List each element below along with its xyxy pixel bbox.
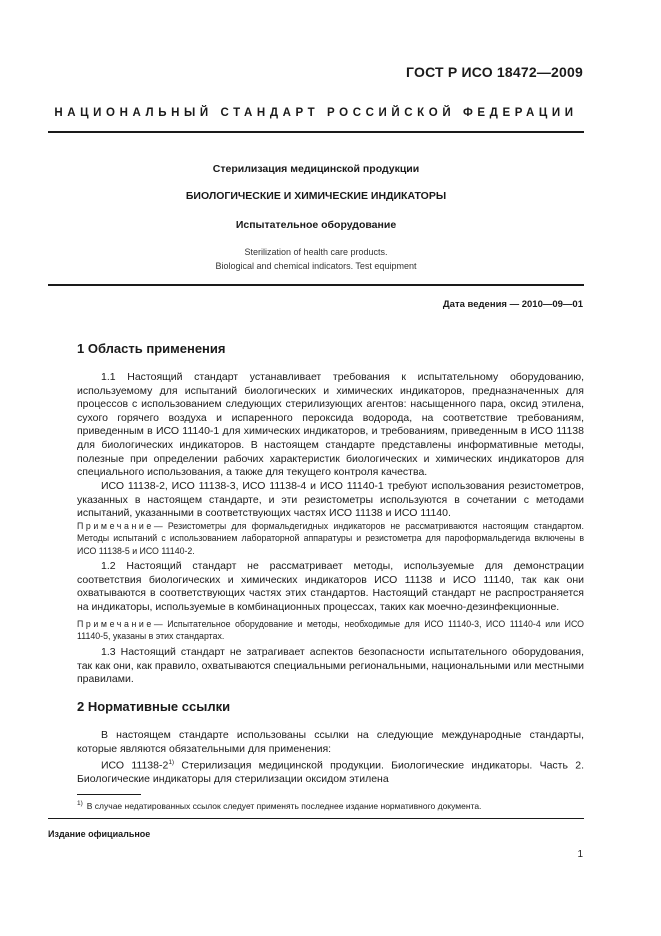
title-line-3: Испытательное оборудование: [235, 219, 397, 231]
footnote-text: В случае недатированных ссылок следует применять последнее издание нормативного документа.: [86, 800, 482, 811]
paragraph-1-1-b-text: ИСО 11138-2, ИСО 11138-3, ИСО 11138-4 и ИСО 11140-1 требуют использования резистометров, указанных в настоящем стандарте, и эти резистометры используются в сочетании с методами испытаний, указанными в соответствующих частях ИСО 11138 и ИСО 11140.: [77, 480, 584, 520]
english-title-2: Biological and chemical indicators. Test equipment: [215, 261, 417, 271]
reference-title: Стерилизация медицинской продукции. Биологические индикаторы. Часть 2. Биологические индикаторы для стерилизации оксидом этилена: [77, 759, 584, 786]
paragraph-1-3: [77, 646, 584, 687]
title-line-2: БИОЛОГИЧЕСКИЕ И ХИМИЧЕСКИЕ ИНДИКАТОРЫ: [185, 190, 447, 202]
note-1-label: Примечание: [77, 521, 154, 531]
effective-date: Дата ведения — 2010—09—01: [442, 299, 583, 310]
paragraph-2-intro: [77, 729, 584, 756]
note-2-text: — Испытательное оборудование и методы, необходимые для ИСО 11140-3, ИСО 11140-4 или ИСО 11140-5, указаны в этих стандартах.: [77, 619, 584, 642]
title-rule: [48, 284, 584, 286]
title-line-1: Стерилизация медицинской продукции: [212, 163, 420, 175]
english-title-1: Sterilization of health care products.: [244, 247, 388, 257]
standard-banner: НАЦИОНАЛЬНЫЙ СТАНДАРТ РОССИЙСКОЙ ФЕДЕРАЦИИ: [54, 107, 578, 119]
note-1: [77, 520, 584, 557]
footer-rule: [48, 818, 584, 819]
paragraph-2-intro-text: В настоящем стандарте использованы ссылки на следующие международные стандарты, которые являются обязательными для применения:: [77, 729, 584, 755]
document-number: ГОСТ Р ИСО 18472—2009: [406, 64, 583, 80]
note-2-label: Примечание: [77, 619, 154, 629]
reference-code: ИСО 11138-2: [101, 759, 169, 772]
paragraph-1-3-text: 1.3 Настоящий стандарт не затрагивает аспектов безопасности испытательного оборудования, так как они, как правило, охватываются специальными региональными, национальными или местными правилами.: [77, 646, 584, 686]
note-2: [77, 618, 584, 643]
footnote: [77, 800, 481, 811]
section-2-heading: 2 Нормативные ссылки: [77, 699, 231, 714]
reference-entry: [77, 756, 584, 787]
paragraph-1-1: [77, 371, 584, 480]
footnote-mark: 1): [77, 800, 83, 807]
header-rule: [48, 131, 584, 133]
reference-footnote-mark: 1): [168, 759, 175, 766]
paragraph-1-2-text: 1.2 Настоящий стандарт не рассматривает методы, используемые для демонстрации соответствия биологических и химических индикаторов ИСО 11138 и ИСО 11140, так как они охватываются в соответствующих частях этих стандартов. Настоящий стандарт не распространяется на индикаторы, используемые в комбинационных процессах, таких как моечно-дезинфекционные.: [77, 560, 584, 613]
paragraph-1-2: [77, 560, 584, 614]
note-1-text: — Резистометры для формальдегидных индикаторов не рассматриваются настоящим стандартом. Методы испытаний с использованием лабораторной аппаратуры и резистометра для пароформальдегида включены в ИСО 11138-5 и ИСО 11140-2.: [77, 521, 584, 556]
page-number: 1: [577, 849, 583, 860]
edition-label: Издание официальное: [48, 829, 151, 839]
footnote-rule: [77, 794, 141, 795]
paragraph-1-1-b: [77, 480, 584, 521]
section-1-heading: 1 Область применения: [77, 341, 226, 356]
paragraph-1-1-text: 1.1 Настоящий стандарт устанавливает требования к испытательному оборудованию, используемому для испытаний биологических и химических индикаторов, предназначенных для процессов с использованием следующих стерилизующих агентов: насыщенного пара, оксид этилена, сухого горячего воздуха и испаренного пероксида водорода, на соответствие требованиям, приведенным в ИСО 11140-1 для химических индикаторов, и требованиям, приведенным в ИСО 11138 для биологических индикаторов. В настоящем стандарте представлены информативные методы, полезные при определении рабочих характеристик биологических и химических индикаторов для специального использования, а также для текущего контроля качества.: [77, 371, 584, 479]
